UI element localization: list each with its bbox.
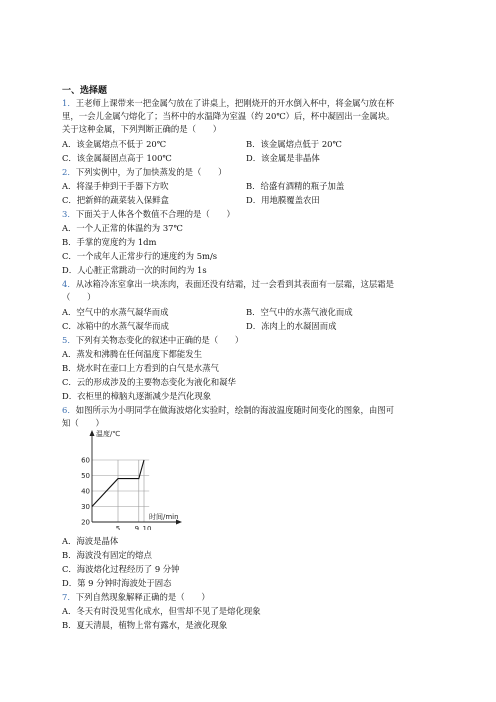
y-tick-label-2: 40 — [81, 487, 90, 496]
question-2-option-a: A．将湿手伸到干手器下方吹 — [62, 181, 169, 191]
question-6-line-2: 知（ ） — [62, 418, 104, 428]
question-5-option-b: B．烧水时在壶口上方看到的白气是水蒸气 — [62, 363, 219, 373]
x-tick-label-0: 5 — [115, 525, 121, 530]
y-tick-label-1: 50 — [81, 472, 90, 480]
x-tick-label-2: 10 — [142, 525, 152, 530]
question-1-line-2: 里，一会儿金属勺熔化了；当杯中的水温降为室温（约 20℃）后，杯中凝固出一金属块。 — [62, 111, 395, 121]
question-4-line-2: （ ） — [62, 292, 96, 302]
y-tick-label-4: 20 — [81, 518, 90, 527]
question-4-number: 4． — [62, 279, 76, 289]
question-6-line-1: 6．如图所示为小明同学在做海波熔化实验时，绘制的海波温度随时间变化的图象，由图可 — [62, 405, 394, 415]
question-3-option-a: A．一个人正常的体温约为 37℃ — [62, 223, 183, 233]
question-1-number: 1． — [62, 98, 76, 108]
question-3-option-d: D．人心脏正常跳动一次的时间约为 1s — [62, 265, 207, 275]
question-2-option-c: C．把新鲜的蔬菜装入保鲜盒 — [62, 195, 169, 205]
question-4-option-d: D．冻肉上的水凝固而成 — [246, 321, 337, 331]
y-axis-arrow — [90, 430, 95, 436]
question-7-line-1: 7．下列自然现象解释正确的是（ ） — [62, 592, 210, 602]
question-2-line-1: 2．下列实例中，为了加快蒸发的是（ ） — [62, 167, 227, 177]
question-1-line-3: 关于这种金属，下列判断正确的是（ ） — [62, 124, 222, 134]
question-7-number: 7． — [62, 592, 76, 602]
question-6-option-c: C．海波熔化过程经历了 9 分钟 — [62, 564, 180, 574]
temperature-time-chart — [70, 428, 190, 530]
question-7-option-b: B．夏天清晨，植物上常有露水，是液化现象 — [62, 620, 228, 630]
question-1-option-c: C．该金属凝固点高于 100℃ — [62, 153, 172, 163]
question-6-option-a: A．海波是晶体 — [62, 536, 119, 546]
question-4-option-b: B．空气中的水蒸气液化而成 — [246, 307, 353, 317]
question-5-line-1: 5．下列有关物态变化的叙述中正确的是（ ） — [62, 335, 244, 345]
question-3-option-b: B．手掌的宽度约为 1dm — [62, 237, 157, 247]
question-4-line-1: 4．从冰箱冷冻室拿出一块冻肉，表面还没有结霜，过一会看到其表面有一层霜，这层霜是 — [62, 279, 394, 289]
question-5-option-a: A．蒸发和沸腾在任何温度下都能发生 — [62, 349, 203, 359]
x-tick-label-1: 9 — [134, 525, 140, 530]
question-1-option-b: B．该金属熔点低于 20℃ — [246, 139, 342, 149]
question-7-option-a: A．冬天有时没见雪化成水，但雪却不见了是熔化现象 — [62, 606, 261, 616]
question-1-option-d: D．该金属是非晶体 — [246, 153, 320, 163]
y-tick-label-3: 30 — [81, 503, 90, 511]
question-4-option-a: A．空气中的水蒸气凝华而成 — [62, 307, 169, 317]
y-tick-label-0: 60 — [81, 456, 90, 465]
question-6-number: 6． — [62, 405, 76, 415]
question-1-line-1: 1．王老师上课带来一把金属勺放在了讲桌上，把刚烧开的开水倒入杯中，将金属勺放在杯 — [62, 98, 394, 108]
question-2-option-b: B．给盛有酒精的瓶子加盖 — [246, 181, 345, 191]
question-1-option-a: A．该金属熔点不低于 20℃ — [62, 139, 167, 149]
x-axis-label: 时间/min — [149, 513, 179, 521]
question-6-option-b: B．海波没有固定的熔点 — [62, 550, 152, 560]
question-4-option-c: C．冰箱中的水蒸气凝华而成 — [62, 321, 169, 331]
y-axis-label: 温度/℃ — [96, 430, 121, 438]
question-2-option-d: D．用地膜覆盖农田 — [246, 195, 320, 205]
question-5-number: 5． — [62, 335, 76, 345]
question-3-option-c: C．一个成年人正常步行的速度约为 5m/s — [62, 251, 218, 261]
section-title: 一、选择题 — [62, 86, 108, 96]
question-2-number: 2． — [62, 167, 76, 177]
question-5-option-c: C．云的形成涉及的主要物态变化为液化和凝华 — [62, 377, 236, 387]
question-3-line-1: 3．下面关于人体各个数值不合理的是（ ） — [62, 209, 235, 219]
question-5-option-d: D．衣柜里的樟脑丸逐渐减少是汽化现象 — [62, 391, 212, 401]
question-6-option-d: D．第 9 分钟时海波处于固态 — [62, 578, 172, 588]
question-3-number: 3． — [62, 209, 76, 219]
